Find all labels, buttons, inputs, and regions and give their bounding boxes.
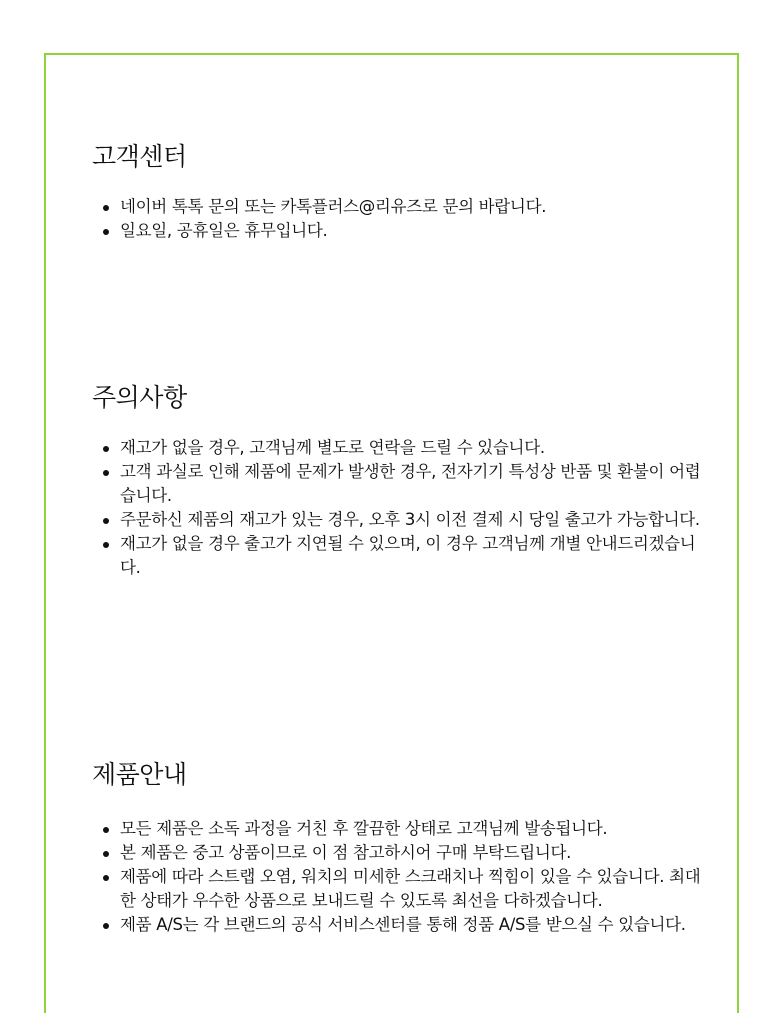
product-info-list (92, 817, 712, 937)
list-item: 모든 제품은 소독 과정을 거친 후 깔끔한 상태로 고객님께 발송됩니다. (120, 817, 712, 841)
list-item: 본 제품은 중고 상품이므로 이 점 참고하시어 구매 부탁드립니다. (120, 841, 712, 865)
list-item: 일요일, 공휴일은 휴무입니다. (120, 219, 712, 243)
list-item: 재고가 없을 경우 출고가 지연될 수 있으며, 이 경우 고객님께 개별 안내드리겠습니다. (120, 532, 712, 580)
section-title-product-info: 제품안내 (92, 760, 187, 789)
notice-panel (44, 53, 739, 1013)
list-item: 재고가 없을 경우, 고객님께 별도로 연락을 드릴 수 있습니다. (120, 436, 712, 460)
caution-section (92, 382, 712, 580)
list-item: 제품에 따라 스트랩 오염, 워치의 미세한 스크래치나 찍힘이 있을 수 있습니다. 최대한 상태가 우수한 상품으로 보내드릴 수 있도록 최선을 다하겠습니다. (120, 865, 712, 913)
caution-list (92, 436, 712, 580)
product-info-section (92, 759, 712, 937)
customer-center-section (92, 141, 712, 243)
section-title-customer-center: 고객센터 (92, 142, 187, 171)
section-title-caution: 주의사항 (92, 383, 187, 412)
list-item: 고객 과실로 인해 제품에 문제가 발생한 경우, 전자기기 특성상 반품 및 환불이 어렵습니다. (120, 460, 712, 508)
list-item: 주문하신 제품의 재고가 있는 경우, 오후 3시 이전 결제 시 당일 출고가 가능합니다. (120, 508, 712, 532)
customer-center-list (92, 195, 712, 243)
list-item: 네이버 톡톡 문의 또는 카톡플러스@리유즈로 문의 바랍니다. (120, 195, 712, 219)
list-item: 제품 A/S는 각 브랜드의 공식 서비스센터를 통해 정품 A/S를 받으실 수 있습니다. (120, 913, 712, 937)
